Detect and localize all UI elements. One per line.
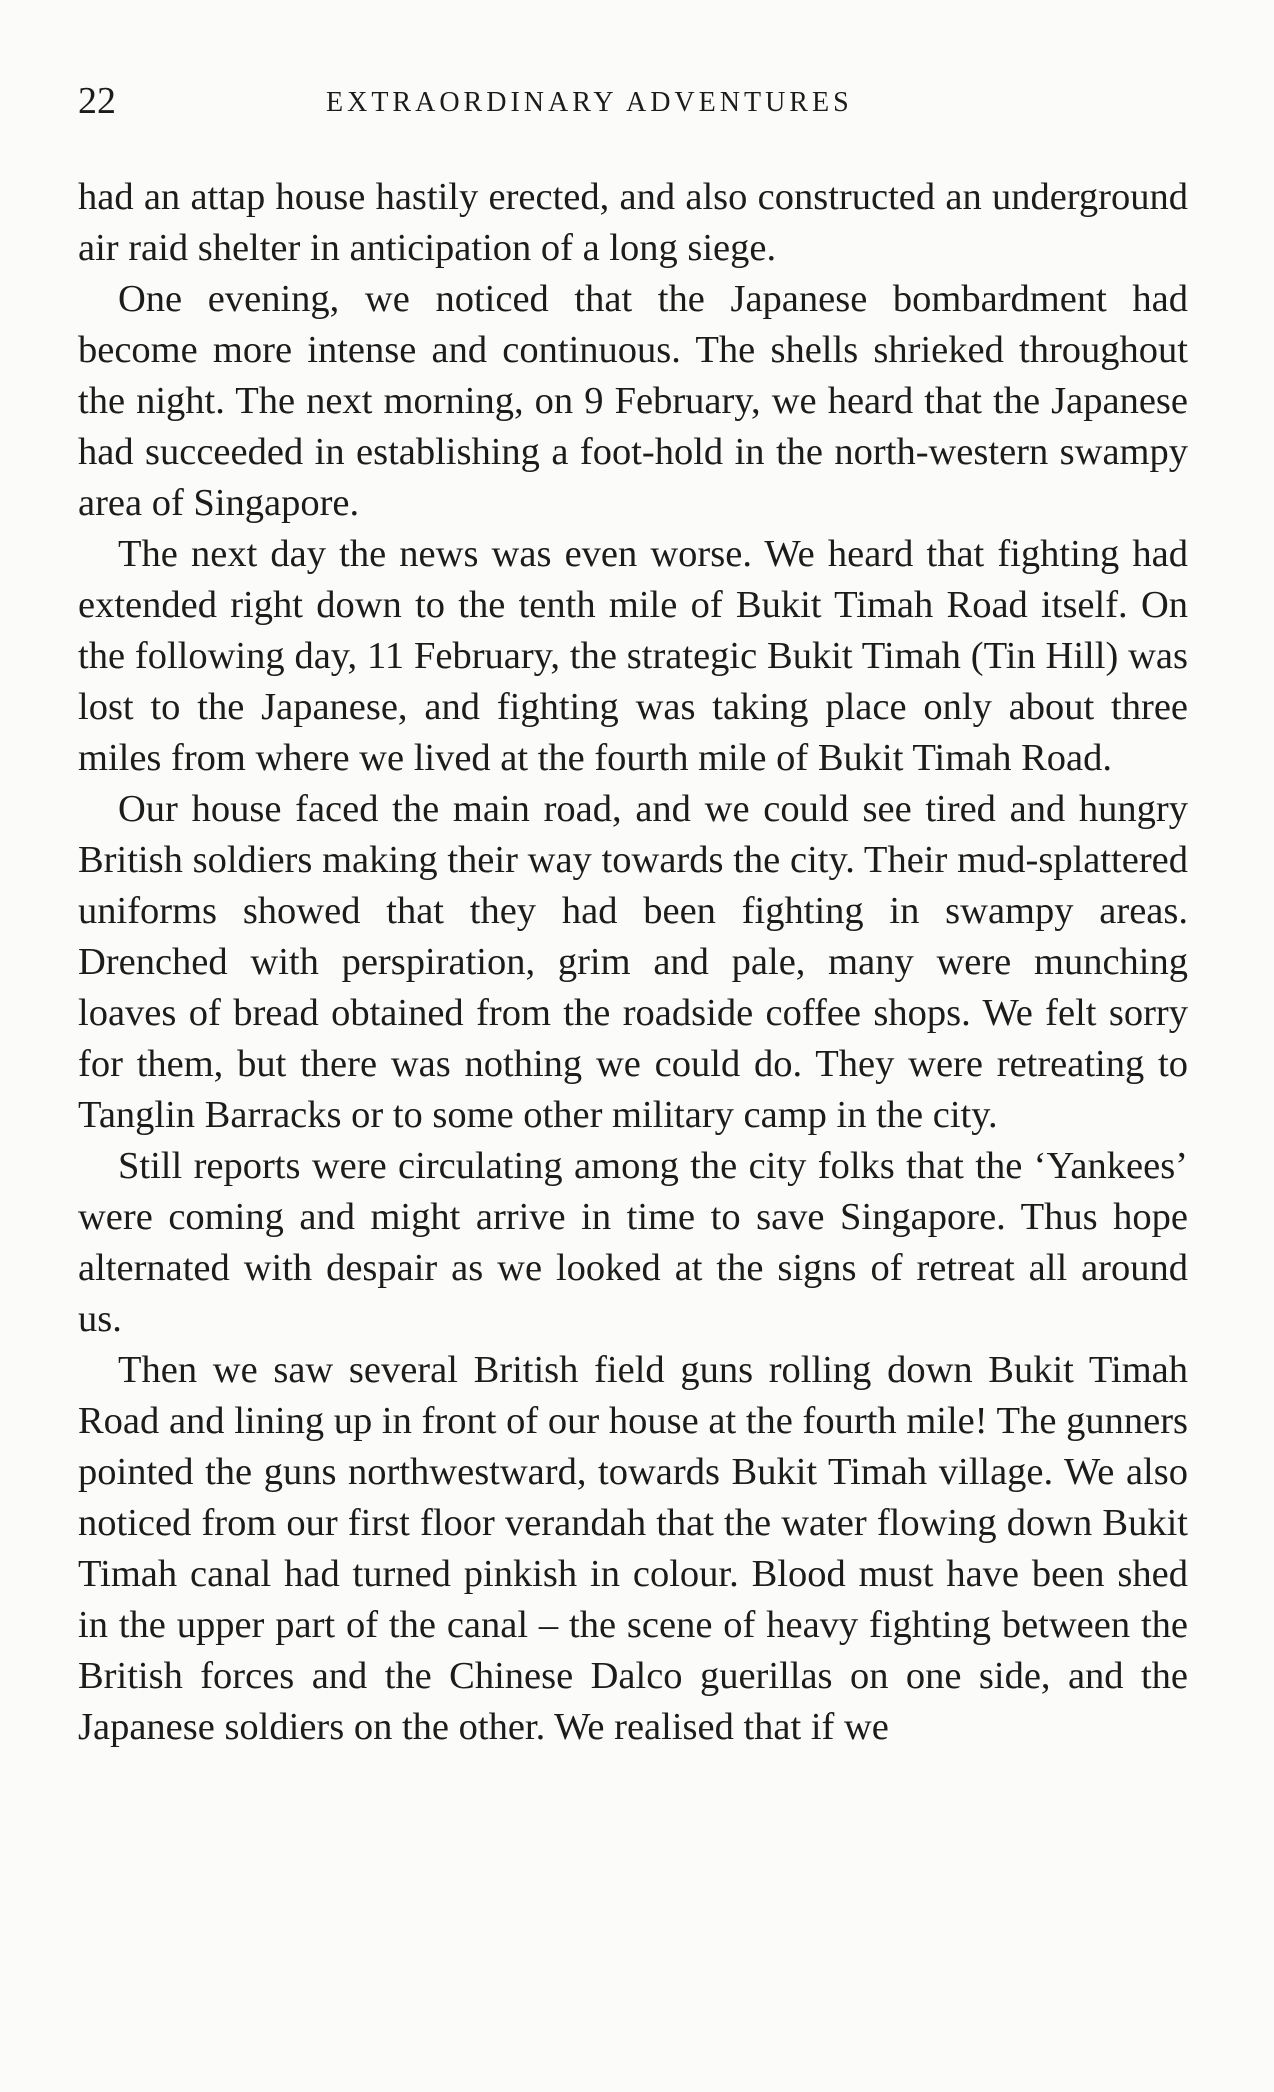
body-text (78, 172, 1188, 1753)
paragraph: One evening, we noticed that the Japanese bombardment had become more intense and continuous. The shells shrieked throughout the night. The next morning, on 9 February, we heard that the Japanese had succeeded in establishing a foot-hold in the north-western swampy area of Singapore. (78, 278, 1188, 524)
paragraph: Our house faced the main road, and we could see tired and hungry British soldiers making their way towards the city. Their mud-splattered uniforms showed that they had been fighting in swampy areas. Drenched with perspiration, grim and pale, many were munching loaves of bread obtained from the roadside coffee shops. We felt sorry for them, but there was nothing we could do. They were retreating to Tanglin Barracks or to some other military camp in the city. (78, 788, 1188, 1136)
paragraph: had an attap house hastily erected, and also constructed an underground air raid shelter in anticipation of a long siege. (78, 176, 1188, 269)
running-head (78, 76, 1188, 126)
page-number: 22 (78, 80, 116, 122)
paragraph: The next day the news was even worse. We heard that fighting had extended right down to the tenth mile of Bukit Timah Road itself. On the following day, 11 February, the strategic Bukit Timah (Tin Hill) was lost to the Japanese, and fighting was taking place only about three miles from where we lived at the fourth mile of Bukit Timah Road. (78, 533, 1188, 779)
paragraph: Still reports were circulating among the city folks that the ‘Yankees’ were coming and might arrive in time to save Singapore. Thus hope alternated with despair as we looked at the signs of retreat all around us. (78, 1145, 1188, 1340)
running-title: EXTRAORDINARY ADVENTURES (326, 87, 853, 118)
paragraph: Then we saw several British field guns rolling down Bukit Timah Road and lining up in front of our house at the fourth mile! The gunners pointed the guns northwestward, towards Bukit Timah village. We also noticed from our first floor verandah that the water flowing down Bukit Timah canal had turned pinkish in colour. Blood must have been shed in the upper part of the canal – the scene of heavy fighting between the British forces and the Chinese Dalco guerillas on one side, and the Japanese soldiers on the other. We realised that if we (78, 1349, 1188, 1748)
